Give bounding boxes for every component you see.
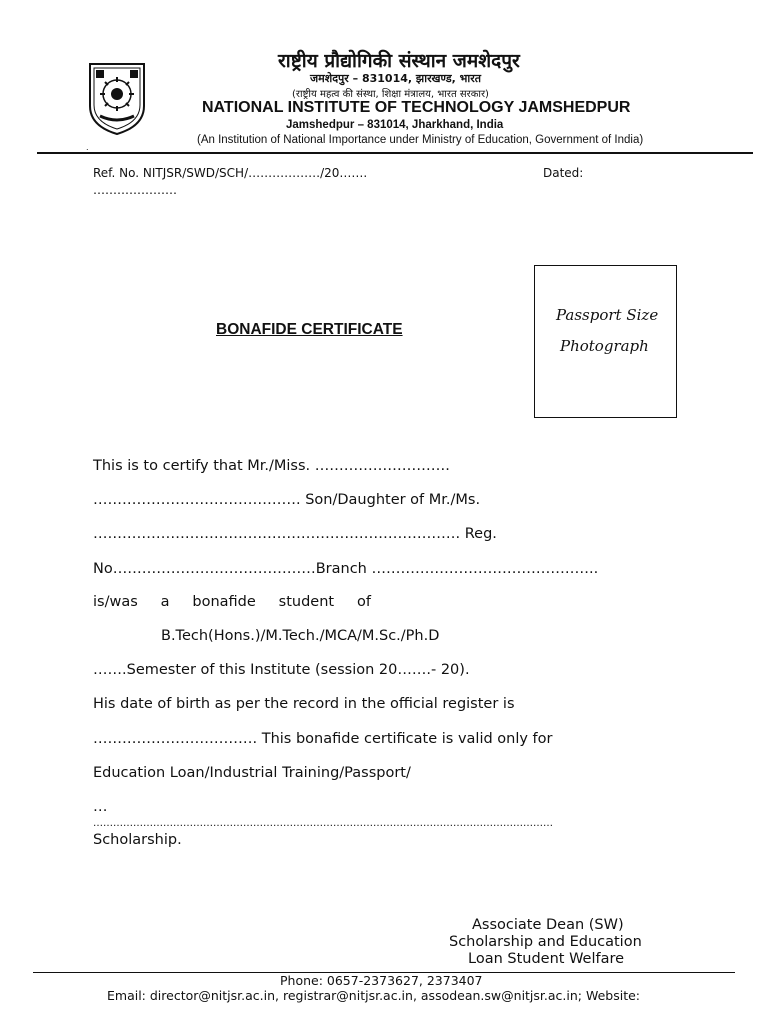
footer-phone: Phone: 0657-2373627, 2373407 [280,973,483,988]
body-word: a [160,594,170,610]
body-line-12: ………………………………………………………………………………………………………………………… [93,818,553,829]
photo-label-line1: Passport Size [556,306,659,324]
reference-number-continuation: ………………… [93,183,177,197]
body-line-6: B.Tech(Hons.)/M.Tech./MCA/M.Sc./Ph.D [161,628,440,644]
signature-line-2: Scholarship and Education [449,934,642,950]
body-word: of [356,594,371,610]
institute-address-hindi: जमशेदपुर – 831014, झारखण्ड, भारत [310,72,482,85]
institute-logo-icon [84,60,150,136]
signature-line-1: Associate Dean (SW) [472,917,624,933]
dated-label: Dated: [543,166,584,180]
body-line-4: No……………………………………Branch ……………………………………….. [93,561,599,577]
margin-mark: . [86,143,89,152]
body-line-8: His date of birth as per the record in the official register is [93,696,515,712]
institute-name-hindi: राष्ट्रीय प्रौद्योगिकी संस्थान जमशेदपुर [278,50,520,72]
body-line-1: This is to certify that Mr./Miss. ………………………. [93,458,450,474]
institute-name-english: NATIONAL INSTITUTE OF TECHNOLOGY JAMSHEDPUR [202,99,631,116]
photo-label-line2: Photograph [560,337,649,355]
certificate-title: BONAFIDE CERTIFICATE [216,321,403,338]
body-word: student [278,594,335,610]
body-word: is/was [93,594,138,610]
body-line-2: ……………………………………. Son/Daughter of Mr./Ms. [93,492,481,508]
institute-address-english: Jamshedpur – 831014, Jharkhand, India [286,119,504,131]
body-line-9: ……………………………. This bonafide certificate is valid only for [93,731,553,747]
body-line-10: Education Loan/Industrial Training/Passport/ [93,765,411,781]
body-line-11: … [93,799,108,815]
footer-email: Email: director@nitjsr.ac.in, registrar@nitjsr.ac.in, assodean.sw@nitjsr.ac.in; Website: [107,988,641,1003]
institute-subtitle-english: (An Institution of National Importance under Ministry of Education, Government of India) [197,134,644,146]
header-divider [37,152,753,154]
body-line-13: Scholarship. [93,832,182,848]
body-word: bonafide [192,594,256,610]
reference-number: Ref. No. NITJSR/SWD/SCH/………………/20……. [93,166,368,180]
body-line-7: …….Semester of this Institute (session 20…….- 20). [93,662,470,678]
body-line-5 [93,594,371,610]
signature-line-3: Loan Student Welfare [468,951,625,967]
body-line-3: …………………………………………………………………. Reg. [93,526,497,542]
institute-subtitle-hindi: (राष्ट्रीय महत्व की संस्था, शिक्षा मंत्रालय, भारत सरकार) [292,89,489,100]
